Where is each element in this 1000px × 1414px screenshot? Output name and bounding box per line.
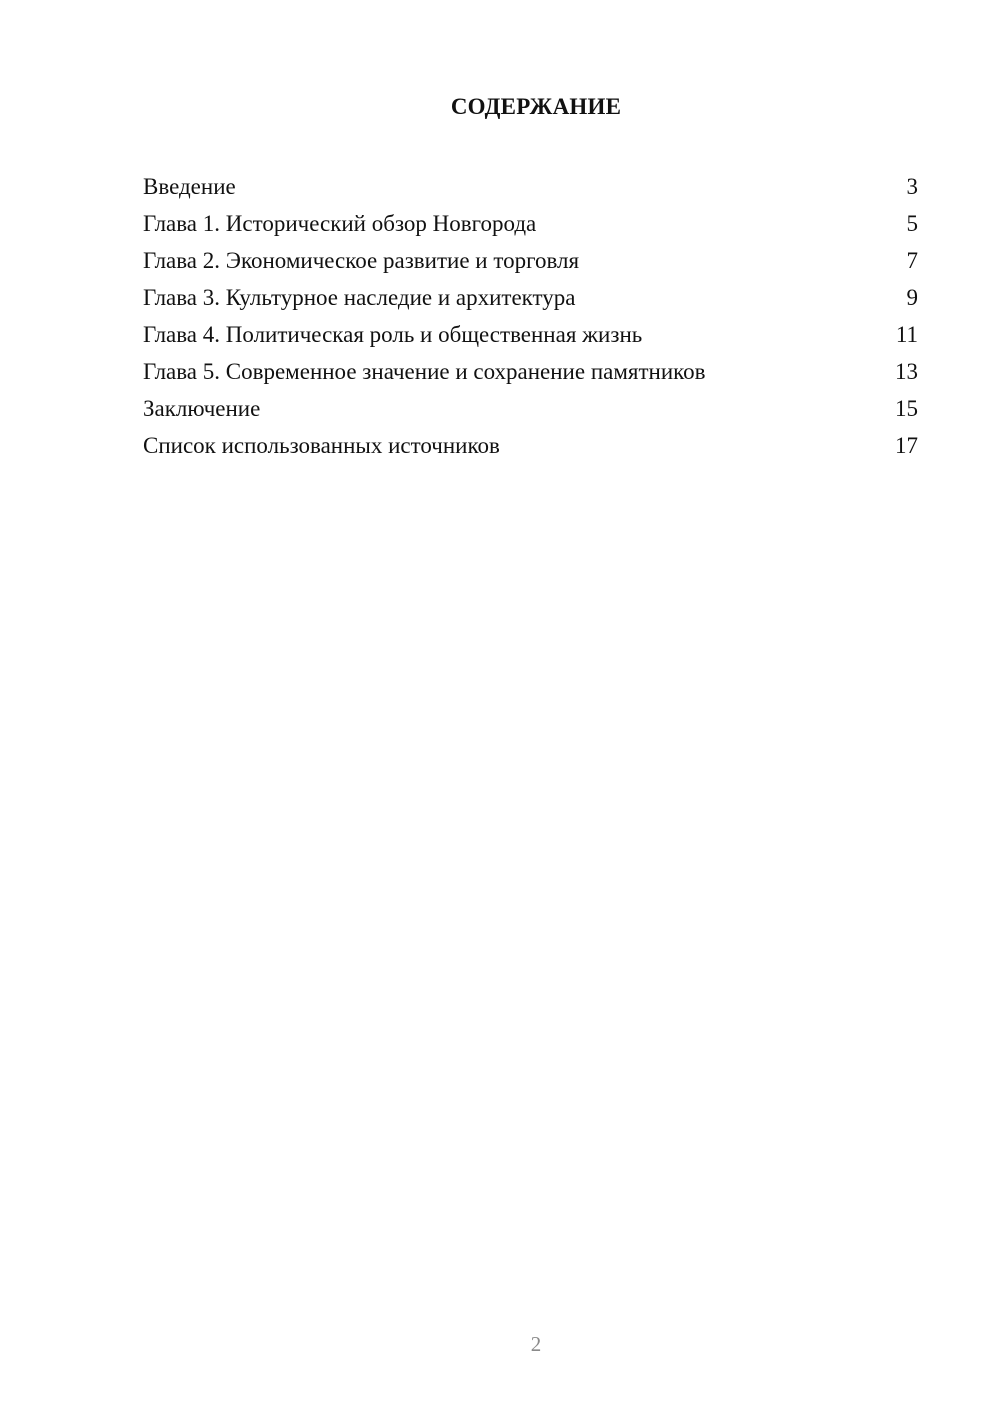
toc-entry-label: Введение bbox=[143, 174, 236, 199]
toc-entry-label: Глава 4. Политическая роль и общественная жизнь bbox=[143, 322, 643, 347]
toc-entry[interactable] bbox=[143, 279, 918, 316]
toc-entry-page: 17 bbox=[895, 433, 918, 458]
page-title: СОДЕРЖАНИЕ bbox=[450, 94, 622, 119]
table-of-contents bbox=[143, 168, 918, 464]
toc-entry[interactable] bbox=[143, 205, 918, 242]
toc-entry-label: Список использованных источников bbox=[143, 433, 500, 458]
toc-entry-page: 7 bbox=[906, 248, 918, 273]
toc-entry-label: Глава 1. Исторический обзор Новгорода bbox=[143, 211, 537, 236]
toc-entry-page: 13 bbox=[895, 359, 918, 384]
toc-entry-label: Глава 2. Экономическое развитие и торговля bbox=[143, 248, 580, 273]
page-number: 2 bbox=[530, 1332, 542, 1356]
toc-entry[interactable] bbox=[143, 242, 918, 279]
toc-entry-page: 9 bbox=[906, 285, 918, 310]
toc-entry[interactable] bbox=[143, 427, 918, 464]
toc-entry-label: Глава 5. Современное значение и сохранение памятников bbox=[143, 359, 706, 384]
toc-entry-page: 5 bbox=[906, 211, 918, 236]
toc-entry-label: Глава 3. Культурное наследие и архитектура bbox=[143, 285, 576, 310]
toc-entry-page: 15 bbox=[895, 396, 918, 421]
toc-entry-page: 3 bbox=[906, 174, 918, 199]
toc-entry[interactable] bbox=[143, 353, 918, 390]
toc-entry-page: 11 bbox=[895, 322, 918, 347]
toc-entry[interactable] bbox=[143, 168, 918, 205]
toc-entry[interactable] bbox=[143, 316, 918, 353]
toc-entry-label: Заключение bbox=[143, 396, 261, 421]
toc-entry[interactable] bbox=[143, 390, 918, 427]
